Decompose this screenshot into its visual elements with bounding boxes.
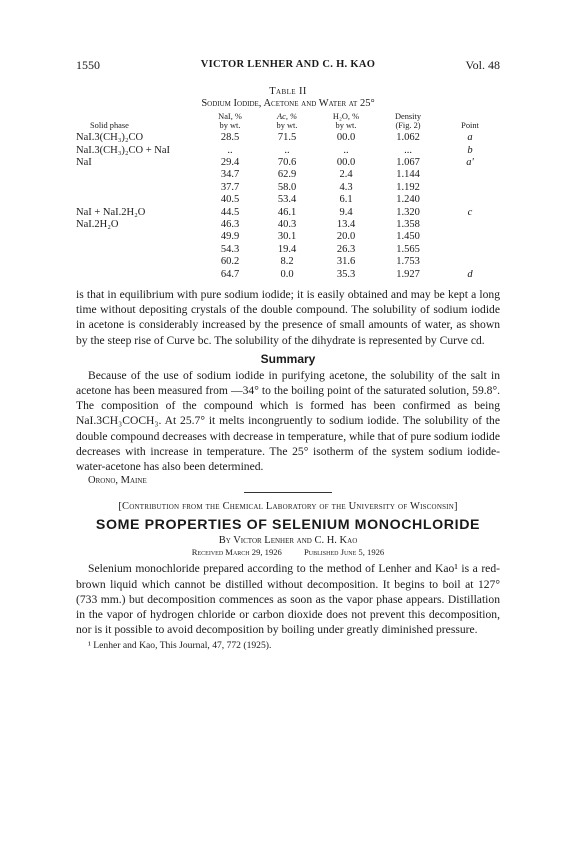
table-row: 49.9 30.1 20.0 1.450 [220, 231, 420, 243]
table-row: NaI + NaI.2H₂O 44.5 46.1 9.4 1.320 c [76, 206, 473, 218]
table-row: NaI.2H₂O 46.3 40.3 13.4 1.358 [76, 219, 420, 231]
article-title: SOME PROPERTIES OF SELENIUM MONOCHLORIDE [95, 517, 481, 534]
published-date: Published June 5, 1926 [304, 547, 385, 558]
col-h2o: H₂O, % by wt. [332, 112, 360, 130]
col-density: Density (Fig. 2) [394, 112, 422, 130]
journal-page [76, 58, 500, 651]
place-line: Orono, Maine [88, 475, 147, 487]
section-divider [244, 492, 332, 493]
col-point: Point [461, 120, 479, 130]
table-subtitle: Sodium Iodide, Acetone and Water at 25° [201, 98, 375, 109]
table-row: 54.3 19.4 26.3 1.565 [220, 243, 420, 255]
solubility-table [76, 113, 500, 281]
col-solid-phase: Solid phase [90, 120, 129, 130]
table-row: 37.7 58.0 4.3 1.192 [220, 181, 420, 193]
table-row: 60.2 8.2 31.6 1.753 [220, 256, 420, 268]
table-row: 64.7 0.0 35.3 1.927 d [220, 268, 473, 280]
table-row: 40.5 53.4 6.1 1.240 [220, 194, 420, 206]
page-header [76, 58, 500, 76]
footnote: ¹ Lenher and Kao, This Journal, 47, 772 (1925). [88, 640, 272, 652]
article-paragraph: Selenium monochloride prepared according to the method of Lenher and Kao¹ is a red-brown liquid which cannot be distilled without decomposition. It begins to boil at 127° (733 mm.) but decomposition commences as soon as the vapor phase appears. Distillation in the vapor of hydrogen chloride or carbon dioxide does not prevent this decomposition, nor is it possible to avoid decomposition by boiling under greatly diminished pressure. [76, 562, 500, 637]
table-row: 34.7 62.9 2.4 1.144 [220, 169, 420, 181]
running-head: VICTOR LENHER AND C. H. KAO [200, 59, 376, 70]
contribution-line: [Contribution from the Chemical Laboratory of the University of Wisconsin] [118, 501, 458, 513]
col-nai: NaI, % by wt. [218, 112, 242, 130]
article-byline: By Victor Lenher and C. H. Kao [218, 535, 358, 547]
body-paragraph: is that in equilibrium with pure sodium iodide; it is easily obtained and may be kept a long time without depositing crystals of the double compound. The solubility of sodium iodide in acetone is considerably increased by the presence of small amounts of water, as shown by the steep rise of Curve bc. The solubility of the dihydrate is represented by Curve cd. [76, 288, 500, 347]
table-caption: Table II [269, 86, 307, 97]
summary-paragraph: Because of the use of sodium iodide in purifying acetone, the solubility of the salt in acetone has been measured from —34° to the boiling point of the saturated solution, 59.8°. The composition of the compound which is formed has been confirmed as being NaI.3CH₃COCH₃. At 25.7° it melts incongruently to sodium iodide. The solubility of the double compound decreases with decrease in temperature, while that of pure sodium iodide decreases with increase in temperature. The 25° isotherm of the system sodium iodide-water-acetone has also been determined. [76, 368, 500, 474]
summary-heading: Summary [260, 351, 316, 366]
table-header-row [76, 113, 500, 132]
dates-line [76, 547, 500, 557]
page-number: 1550 [76, 58, 100, 72]
table-row: NaI 29.4 70.6 00.0 1.067 a' [76, 157, 474, 168]
volume-label: Vol. 48 [465, 58, 500, 72]
col-ac: Ac, % by wt. [276, 112, 298, 130]
table-row: NaI.3(CH₃)₂CO + NaI .. .. .. ... b [76, 144, 473, 156]
received-date: Received March 29, 1926 [191, 547, 282, 558]
table-row: NaI.3(CH₃)₂CO 28.5 71.5 00.0 1.062 a [76, 132, 473, 144]
